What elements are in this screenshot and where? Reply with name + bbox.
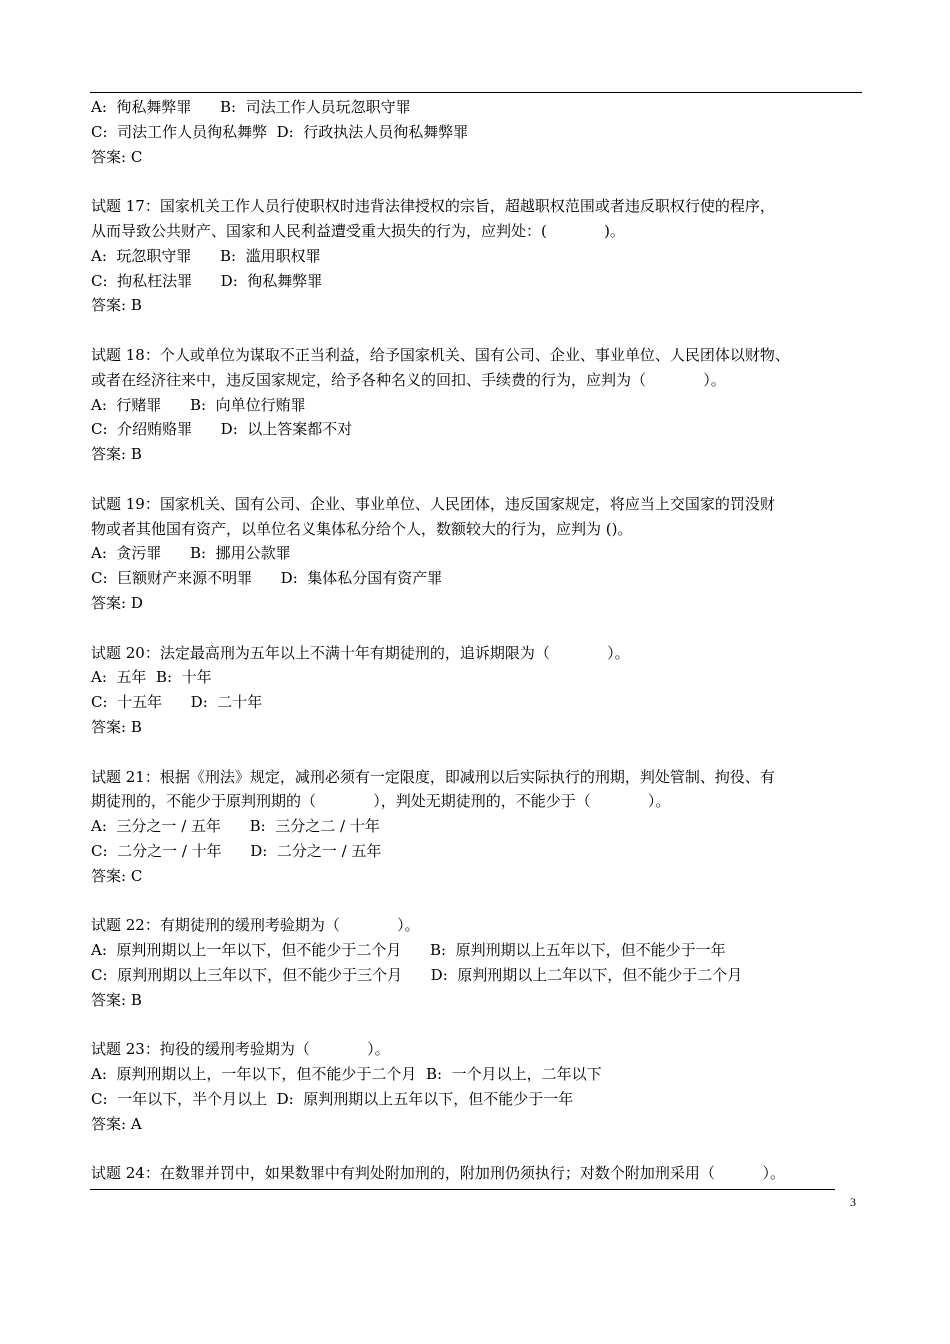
options-line: C: 拘私枉法罪 D: 徇私舞弊罪 (91, 271, 323, 290)
text-line: 或者在经济往来中，违反国家规定，给予各种名义的回扣、手续费的行为，应判为（ ）。 (91, 370, 726, 389)
options-line: A: 五年 B: 十年 (91, 668, 212, 687)
page-number: 3 (850, 1195, 856, 1209)
question-text: 试题 24：在数罪并罚中，如果数罪中有判处附加刑的，附加刑仍须执行；对数个附加刑采用（ ）。 (91, 1164, 786, 1183)
document-body (91, 95, 863, 1186)
answer-line: 答案: C (91, 866, 143, 885)
options-line: C: 介绍贿赂罪 D: 以上答案都不对 (91, 420, 353, 439)
answer-line: 答案: A (91, 1114, 142, 1133)
question-text: 试题 21：根据《刑法》规定，减刑必须有一定限度，即减刑以后实际执行的刑期，判处管制、拘役、有 (91, 767, 775, 786)
blank-line (91, 467, 863, 492)
options-line: C: 二分之一 / 十年 D: 二分之一 / 五年 (91, 841, 382, 860)
options-line: A: 行赌罪 B: 向单位行贿罪 (91, 395, 306, 414)
blank-line (91, 169, 863, 194)
question-text: 试题 22：有期徒刑的缓刑考验期为（ ）。 (91, 916, 420, 935)
text-line: 物或者其他国有资产，以单位名义集体私分给个人，数额较大的行为，应判为 ()。 (91, 519, 633, 538)
answer-line: 答案: B (91, 990, 142, 1009)
options-line: A: 贪污罪 B: 挪用公款罪 (91, 544, 291, 563)
header-rule (90, 92, 862, 93)
options-line: A: 三分之一 / 五年 B: 三分之二 / 十年 (91, 817, 380, 836)
options-line: A: 玩忽职守罪 B: 滥用职权罪 (91, 246, 321, 265)
question-text: 试题 17：国家机关工作人员行使职权时违背法律授权的宗旨，超越职权范围或者违反职权行使的程序， (91, 197, 775, 216)
options-line: C: 巨额财产来源不明罪 D: 集体私分国有资产罪 (91, 569, 443, 588)
answer-line: 答案: D (91, 593, 143, 612)
blank-line (91, 318, 863, 343)
options-line: C: 司法工作人员徇私舞弊 D: 行政执法人员徇私舞弊罪 (91, 122, 469, 141)
blank-line (91, 740, 863, 765)
text-line: 从而导致公共财产、国家和人民利益遭受重大损失的行为，应判处：( )。 (91, 221, 625, 240)
blank-line (91, 889, 863, 914)
options-line: C: 十五年 D: 二十年 (91, 693, 263, 712)
options-line: A: 徇私舞弊罪 B: 司法工作人员玩忽职守罪 (91, 98, 411, 116)
options-line: C: 原判刑期以上三年以下，但不能少于三个月 D: 原判刑期以上二年以下，但不能少于二个月 (91, 965, 743, 984)
options-line: C: 一年以下，半个月以上 D: 原判刑期以上五年以下，但不能少于一年 (91, 1089, 574, 1108)
question-text: 试题 18：个人或单位为谋取不正当利益，给予国家机关、国有公司、企业、事业单位、人民团体以财物、 (91, 345, 790, 364)
answer-line: 答案: C (91, 147, 143, 166)
question-text: 试题 23：拘役的缓刑考验期为（ ）。 (91, 1040, 390, 1059)
blank-line (91, 1012, 863, 1037)
answer-line: 答案: B (91, 445, 142, 464)
options-line: A: 原判刑期以上一年以下，但不能少于二个月 B: 原判刑期以上五年以下，但不能少于一年 (91, 941, 726, 960)
footer-rule (90, 1189, 835, 1190)
options-line: A: 原判刑期以上，一年以下，但不能少于二个月 B: 一个月以上，二年以下 (91, 1065, 602, 1084)
answer-line: 答案: B (91, 717, 142, 736)
blank-line (91, 616, 863, 641)
blank-line (91, 1136, 863, 1161)
question-text: 试题 19：国家机关、国有公司、企业、事业单位、人民团体，违反国家规定，将应当上交国家的罚没财 (91, 494, 775, 513)
text-line: 期徒刑的，不能少于原判刑期的（ ），判处无期徒刑的，不能少于（ ）。 (91, 792, 671, 811)
question-text: 试题 20：法定最高刑为五年以上不满十年有期徒刑的，追诉期限为（ ）。 (91, 643, 630, 662)
answer-line: 答案: B (91, 296, 142, 315)
